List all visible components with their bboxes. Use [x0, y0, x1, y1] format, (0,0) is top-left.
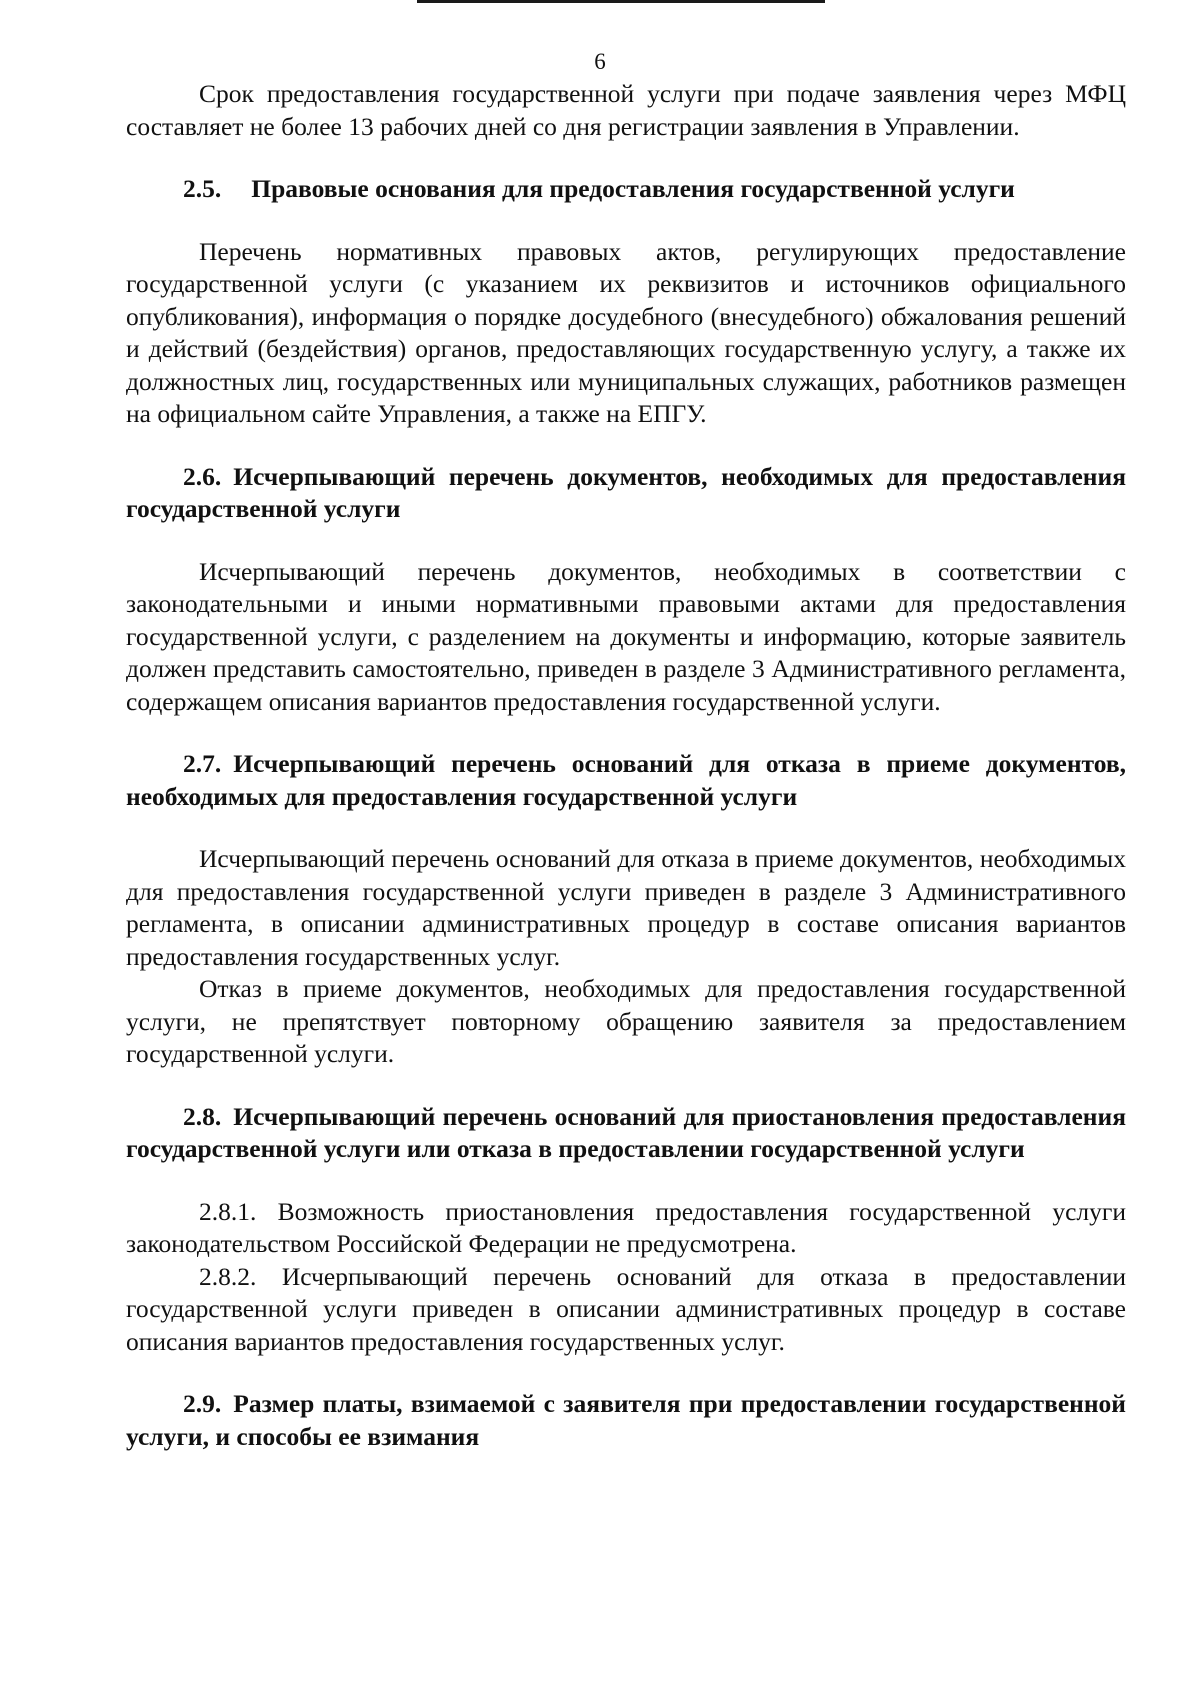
section-number: 2.8. — [183, 1101, 222, 1131]
section-title: Исчерпывающий перечень оснований для приостановления предоставления государственной услуги или отказа в предоставлении государственной услуги — [126, 1101, 1126, 1163]
section-title: Исчерпывающий перечень оснований для отказа в приеме документов, необходимых для предоставления государственной услуги — [126, 749, 1126, 811]
top-edge-line — [417, 0, 825, 3]
section-heading-2-5 — [126, 173, 1126, 206]
section-heading-2-9 — [126, 1388, 1126, 1453]
section-2-7-paragraph-2: Отказ в приеме документов, необходимых для предоставления государственной услуги, не препятствует повторному обращению заявителя за предоставлением государственной услуги. — [126, 974, 1126, 1068]
section-title: Правовые основания для предоставления государственной услуги — [251, 174, 1015, 203]
document-body — [126, 78, 1126, 1453]
section-2-8-1-paragraph: 2.8.1. Возможность приостановления предоставления государственной услуги законодательством Российской Федерации не предусмотрена. — [126, 1196, 1126, 1258]
section-number: 2.9. — [183, 1389, 222, 1418]
section-title: Исчерпывающий перечень документов, необходимых для предоставления государственной услуги — [126, 461, 1126, 523]
section-number: 2.5. — [183, 174, 222, 203]
section-number: 2.6. — [183, 461, 222, 491]
section-title: Размер платы, взимаемой с заявителя при предоставлении государственной услуги, и способы ее взимания — [126, 1389, 1126, 1451]
page-number: 6 — [594, 49, 606, 74]
section-number: 2.7. — [183, 749, 222, 778]
section-2-5-paragraph: Перечень нормативных правовых актов, регулирующих предоставление государственной услуги (с указанием их реквизитов и источников официального опубликования), информация о порядке досудебного (внесудебного) обжалования решений и действий (бездействия) органов, предоставляющих государственную услугу, а также их должностных лиц, государственных или муниципальных служащих, работников размещен на официальном сайте Управления, а также на ЕПГУ. — [126, 236, 1126, 428]
intro-paragraph: Срок предоставления государственной услуги при подаче заявления через МФЦ составляет не более 13 рабочих дней со дня регистрации заявления в Управлении. — [126, 79, 1126, 141]
section-heading-2-7 — [126, 748, 1126, 813]
section-heading-2-6 — [126, 461, 1126, 526]
section-2-8-2-paragraph: 2.8.2. Исчерпывающий перечень оснований для отказа в предоставлении государственной услуги приведен в описании административных процедур в составе описания вариантов предоставления государственных услуг. — [126, 1261, 1126, 1356]
section-heading-2-8 — [126, 1101, 1126, 1166]
section-2-6-paragraph: Исчерпывающий перечень документов, необходимых в соответствии с законодательными и иными нормативными правовыми актами для предоставления государственной услуги, с разделением на документы и информацию, которые заявитель должен представить самостоятельно, приведен в разделе 3 Административного регламента, содержащем описания вариантов предоставления государственной услуги. — [126, 556, 1126, 716]
section-2-7-paragraph-1: Исчерпывающий перечень оснований для отказа в приеме документов, необходимых для предоставления государственной услуги приведен в разделе 3 Административного регламента, в описании административных процедур в составе описания вариантов предоставления государственных услуг. — [126, 844, 1126, 971]
